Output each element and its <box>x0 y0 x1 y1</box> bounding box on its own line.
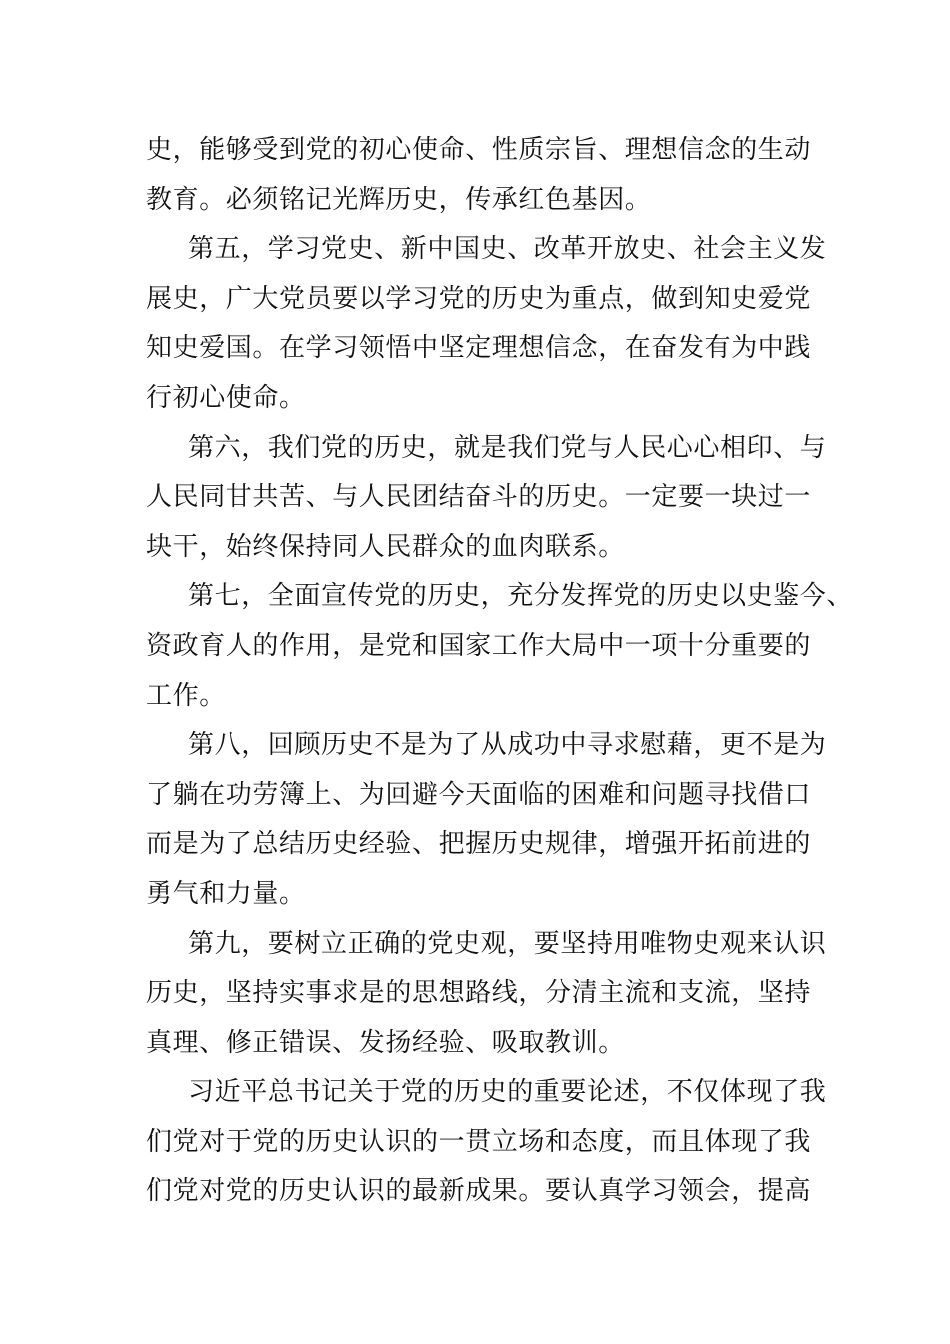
paragraph-start-line: 第八，回顾历史不是为了从成功中寻求慰藉，更不是为 <box>188 730 827 761</box>
paragraph-start-line: 第九，要树立正确的党史观，要坚持用唯物史观来认识 <box>188 928 827 959</box>
text-line: 教育。必须铭记光辉历史，传承红色基因。 <box>146 184 652 215</box>
paragraph-start-line: 第五，学习党史、新中国史、改革开放史、社会主义发 <box>188 234 827 265</box>
text-line: 展史，广大党员要以学习党的历史为重点，做到知史爱党 <box>146 283 812 314</box>
text-line: 而是为了总结历史经验、把握历史规律，增强开拓前进的 <box>146 829 812 860</box>
text-line: 们党对党的历史认识的最新成果。要认真学习领会，提高 <box>146 1176 812 1207</box>
text-line: 人民同甘共苦、与人民团结奋斗的历史。一定要一块过一 <box>146 482 812 513</box>
body-text <box>146 126 854 1217</box>
paragraph-start-line: 第七，全面宣传党的历史，充分发挥党的历史以史鉴今、 <box>188 581 854 612</box>
text-line: 资政育人的作用，是党和国家工作大局中一项十分重要的 <box>146 630 812 661</box>
text-line: 知史爱国。在学习领悟中坚定理想信念，在奋发有为中践 <box>146 333 812 364</box>
text-line: 行初心使命。 <box>146 382 306 413</box>
paragraph-start-line: 习近平总书记关于党的历史的重要论述，不仅体现了我 <box>188 1077 827 1108</box>
paragraph-start-line: 第六，我们党的历史，就是我们党与人民心心相印、与 <box>188 432 827 463</box>
text-line: 历史，坚持实事求是的思想路线，分清主流和支流，坚持 <box>146 978 812 1009</box>
text-line: 真理、修正错误、发扬经验、吸取教训。 <box>146 1027 625 1058</box>
text-line: 块干，始终保持同人民群众的血肉联系。 <box>146 531 625 562</box>
text-line: 工作。 <box>146 680 226 711</box>
text-line: 勇气和力量。 <box>146 878 306 909</box>
text-line: 史，能够受到党的初心使命、性质宗旨、理想信念的生动 <box>146 135 812 165</box>
text-line: 了躺在功劳簿上、为回避今天面临的困难和问题寻找借口 <box>146 779 812 810</box>
text-line: 们党对于党的历史认识的一贯立场和态度，而且体现了我 <box>146 1126 812 1157</box>
